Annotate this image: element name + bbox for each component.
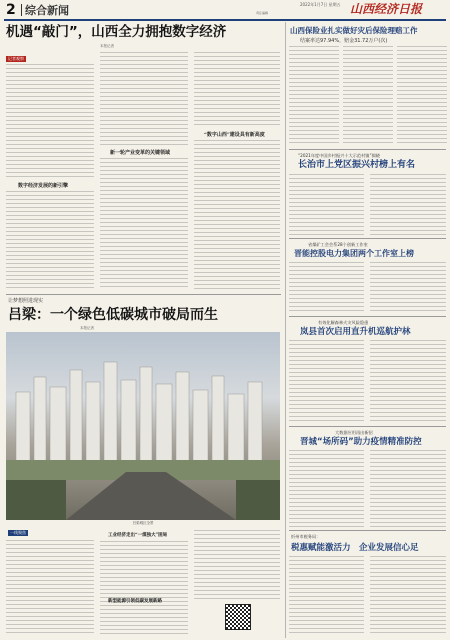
feature-text-col3 xyxy=(194,530,280,600)
lead-subhead-1: 数字经济发展的新引擎 xyxy=(18,183,69,189)
workshop-kicker: 省煤矿工会会系28个创新工作室 xyxy=(308,242,368,247)
lead-text-col3b xyxy=(194,140,280,289)
feature-headline: 吕梁：一个绿色低碳城市破局而生 xyxy=(8,307,218,323)
workshop-headline: 晋能控股电力集团两个工作室上榜 xyxy=(294,249,414,258)
lead-text-col1b xyxy=(6,191,94,289)
feature-text-col1 xyxy=(6,540,94,636)
feature-subhead-2: 新型能源引领低碳发展新路 xyxy=(108,599,162,604)
lead-byline: 本报记者 xyxy=(100,44,114,48)
city-skyline-icon xyxy=(6,332,280,520)
lead-text-col2b xyxy=(100,158,188,289)
city-photo xyxy=(6,332,280,520)
lead-text-col2 xyxy=(100,52,188,146)
weekday: 星期五 xyxy=(328,2,341,7)
feature-kicker: 让梦想照进现实 xyxy=(8,298,44,304)
column-divider xyxy=(285,22,286,638)
paper-logo: 山西经济日报 xyxy=(350,2,423,16)
forest-kicker: 有效化解森林火灾风险隐患 xyxy=(318,320,369,325)
section-divider xyxy=(6,294,281,295)
lead-text-col3 xyxy=(194,52,280,128)
feature-byline: 本报记者 xyxy=(80,326,94,330)
lead-subhead-2: 新一轮产业变革的关键领域 xyxy=(110,150,171,156)
photo-caption: 吕梁城区全景 xyxy=(132,521,154,525)
tax-headline: 税惠赋能激活力 企业发展信心足 xyxy=(291,543,419,553)
village-kicker: “2021年度中国乡村振兴十大示范村镇”揭晓 xyxy=(298,153,380,158)
issue-date xyxy=(300,3,341,7)
date: 2022年1月7日 xyxy=(300,2,328,7)
placecode-kicker: 大数据应用再出新招 xyxy=(335,430,373,435)
lead-text-col1 xyxy=(6,64,94,180)
section-title: 综合新闻 xyxy=(25,4,69,17)
qr-code xyxy=(225,604,251,630)
header-rule xyxy=(4,19,446,21)
page-number: 2 xyxy=(6,2,16,18)
village-headline: 长治市上党区振兴村榜上有名 xyxy=(298,160,416,170)
placecode-headline: 晋城“场所码”助力疫情精准防控 xyxy=(300,437,422,447)
forest-headline: 岚县首次启用直升机巡航护林 xyxy=(300,327,411,337)
editor-credit: 责任编辑 xyxy=(256,11,269,15)
lead-headline: 机遇“敲门”，山西全力拥抱数字经济 xyxy=(6,24,227,40)
lead-subhead-3: “数字山西”建设具有新高度 xyxy=(204,132,265,138)
feature-text-col2 xyxy=(100,541,188,636)
observer-tag: 记者观察 xyxy=(8,56,24,61)
insurance-headline: 山西保险业扎实做好灾后保险理赔工作 xyxy=(290,26,418,35)
insurance-subhead: 结案率达97.94%，赔金31.72万户(次) xyxy=(300,38,388,44)
frontline-tag: 一线聚焦 xyxy=(10,530,26,535)
feature-subhead-1: 工业经济走出“一煤独大”困局 xyxy=(108,533,168,538)
tax-kicker: 忻州市税务局： xyxy=(291,534,321,539)
